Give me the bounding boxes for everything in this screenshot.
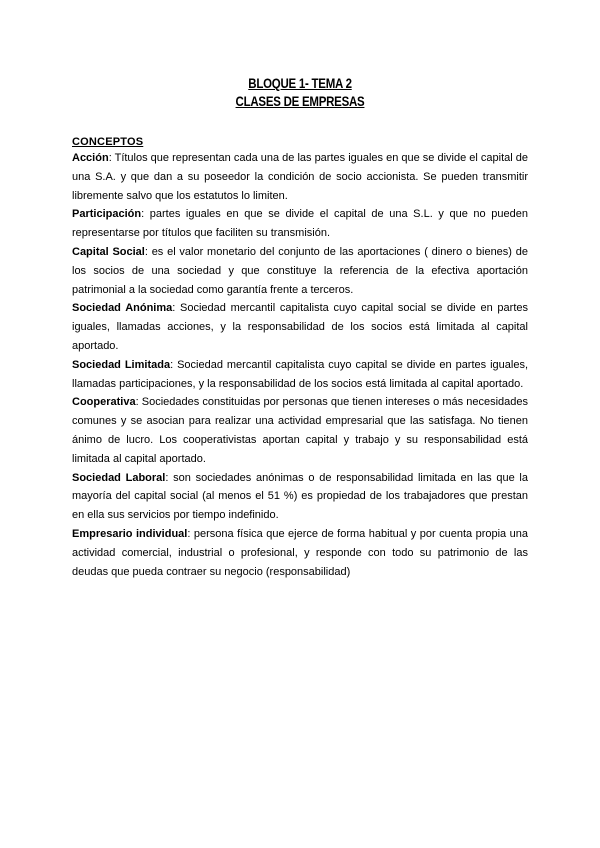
entry-sociedad-laboral (72, 469, 528, 525)
entry-term: Sociedad Anónima (72, 302, 173, 315)
entry-term: Cooperativa (72, 396, 136, 409)
title-line-2: CLASES DE EMPRESAS (235, 93, 365, 109)
title-line-1: BLOQUE 1- TEMA 2 (248, 75, 352, 91)
entry-participacion (72, 205, 528, 243)
entry-definition: : son sociedades anónimas o de responsabilidad limitada en las que la mayoría del capital social (al menos el 51 %) es propiedad de los trabajadores que prestan en ella sus servicios por tiempo indefinido. (72, 471, 528, 522)
entry-definition: : Sociedades constituidas por personas que tienen intereses o más necesidades comunes y se asocian para realizar una actividad empresarial que las satisfaga. No tienen ánimo de lucro. Los cooperativistas aportan capital y trabajo y su responsabilidad está limitada al capital aportado. (72, 396, 528, 465)
entry-capital-social (72, 243, 528, 299)
entry-cooperativa (72, 393, 528, 468)
entry-definition: : persona física que ejerce de forma habitual y por cuenta propia una actividad comercial, industrial o profesional, y responde con todo su patrimonio de las deudas que pueda contraer su negocio (responsabilidad) (72, 527, 529, 578)
entry-term: Sociedad Limitada (72, 358, 171, 371)
section-heading: CONCEPTOS (72, 136, 144, 148)
entry-definition: : Sociedad mercantil capitalista cuyo capital social se divide en partes iguales, llamadas acciones, y la responsabilidad de los socios está limitada al capital aportado. (72, 302, 528, 352)
entry-term: Empresario individual (72, 527, 188, 540)
entry-definition: : Títulos que representan cada una de las partes iguales en que se divide el capital de una S.A. y que dan a su poseedor la condición de socio accionista. Se pueden transmitir libremente salvo que los estatutos lo limiten. (72, 152, 528, 202)
entry-sociedad-anonima (72, 299, 528, 355)
entry-definition: : partes iguales en que se divide el capital de una S.L. y que no pueden representarse por títulos que faciliten su transmisión. (72, 208, 528, 240)
entry-sociedad-limitada (72, 356, 528, 394)
title-block (0, 74, 600, 110)
entry-empresario-individual (72, 525, 528, 581)
entry-term: Sociedad Laboral (72, 471, 166, 484)
entry-accion (72, 149, 528, 205)
entry-term: Participación (72, 208, 142, 221)
entry-definition: : es el valor monetario del conjunto de las aportaciones ( dinero o bienes) de los socios de una sociedad y que constituye la referencia de la efectiva aportación patrimonial a la sociedad como garantía frente a terceros. (72, 245, 528, 296)
document-body (72, 135, 528, 581)
entry-definition: : Sociedad mercantil capitalista cuyo capital se divide en partes iguales, llamadas participaciones, y la responsabilidad de los socios está limitada al capital aportado. (72, 358, 528, 390)
entry-term: Acción (72, 152, 109, 164)
entry-term: Capital Social (72, 245, 145, 258)
